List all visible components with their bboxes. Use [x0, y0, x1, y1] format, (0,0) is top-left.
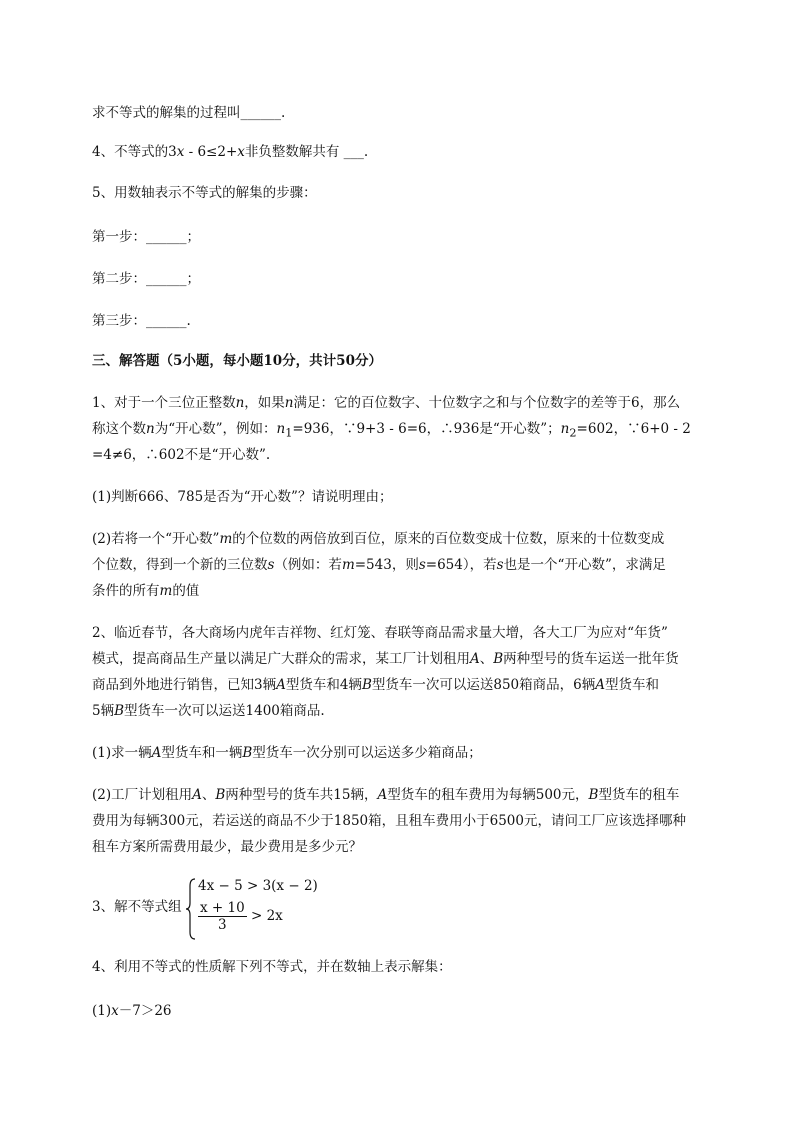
q2-part-2-line-3: 租车方案所需费用最少，最少费用是多少元？: [92, 839, 362, 855]
q1-part-2-line-3: 条件的所有m的值: [92, 583, 200, 599]
q1-line-3: =4≠6，∴602不是“开心数”.: [92, 447, 271, 463]
question-5-fill: 5、用数轴表示不等式的解集的步骤：: [92, 185, 317, 201]
step-2: 第二步：______；: [92, 271, 200, 287]
fill-blank-line-1: 求不等式的解集的过程叫______.: [92, 105, 286, 121]
q2-part-1: (1)求一辆A型货车和一辆B型货车一次分别可以运送多少箱商品；: [92, 745, 482, 761]
q4-line: 4、利用不等式的性质解下列不等式，并在数轴上表示解集：: [92, 959, 452, 975]
q2-line-4: 5辆B型货车一次可以运送1400箱商品.: [92, 703, 325, 719]
step-1: 第一步：______；: [92, 229, 200, 245]
section-heading: 三、解答题（5小题，每小题10分，共计50分）: [92, 353, 382, 369]
q1-line-1: 1、对于一个三位正整数n，如果n满足：它的百位数字、十位数字之和与个位数字的差等于6，那么: [92, 395, 681, 411]
inequality-1: 4x − 5 > 3(x − 2): [198, 878, 318, 894]
q1-part-1: (1)判断666、785是否为“开心数”？请说明理由；: [92, 489, 393, 505]
q1-part-2-line-1: (2)若将一个“开心数”m的个位数的两倍放到百位，原来的百位数变成十位数，原来的十位数变成: [92, 531, 665, 547]
q3-label: 3、解不等式组: [92, 899, 182, 915]
q2-part-2-line-2: 费用为每辆300元，若运送的商品不少于1850箱，且租车费用小于6500元，请问工厂应该选择哪种: [92, 813, 686, 829]
q1-line-2: 称这个数n为“开心数”，例如：$n_1=936$，∵9+3 - 6=6，∴936是“开心数”；$n_2=602$，∵6+0 - 2: [92, 421, 691, 440]
inequality-2: $\frac{x + 10}{3}$ > 2x: [200, 900, 283, 933]
question-4-fill: 4、不等式的3x - 6≤2+x非负整数解共有 ___.: [92, 144, 369, 160]
fraction: $\frac{x + 10}{3}$: [200, 900, 245, 933]
q2-line-3: 商品到外地进行销售，已知3辆A型货车和4辆B型货车一次可以运送850箱商品，6辆A型货车和: [92, 677, 659, 693]
brace-icon: [186, 878, 196, 940]
q1-part-2-line-2: 个位数，得到一个新的三位数s（例如：若m=543，则s=654），若s也是一个“开心数”，求满足: [92, 557, 666, 573]
q4-part-1: (1)x－7＞26: [92, 1003, 172, 1019]
q2-line-2: 模式，提高商品生产量以满足广大群众的需求，某工厂计划租用A、B两种型号的货车运送一批年货: [92, 651, 679, 667]
q2-part-2-line-1: (2)工厂计划租用A、B两种型号的货车共15辆，A型货车的租车费用为每辆500元，B型货车的租车: [92, 787, 680, 803]
step-3: 第三步：______.: [92, 313, 191, 329]
q2-line-1: 2、临近春节，各大商场内虎年吉祥物、红灯笼、春联等商品需求量大增，各大工厂为应对“年货”: [92, 625, 668, 641]
